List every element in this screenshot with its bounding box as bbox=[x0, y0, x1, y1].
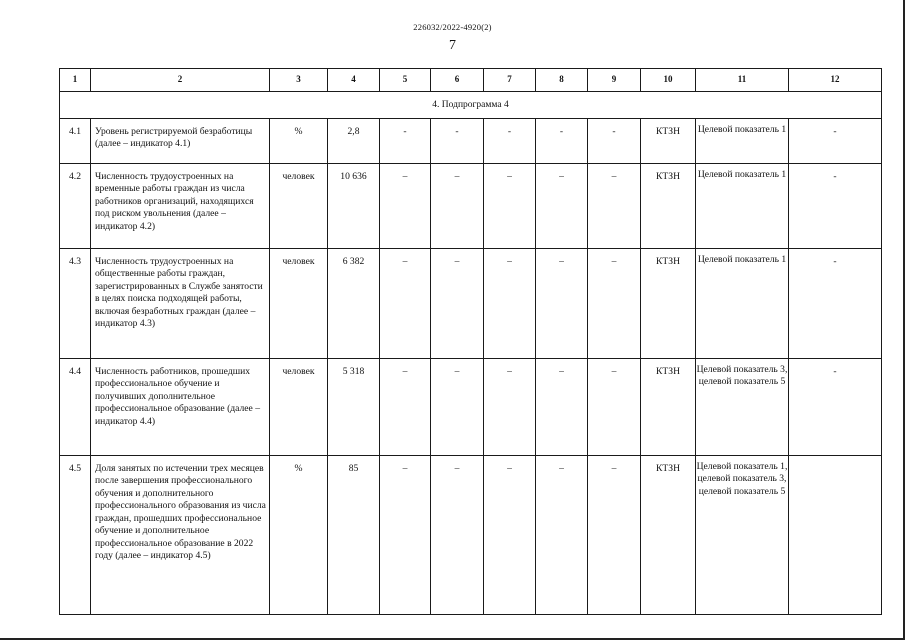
cell: - bbox=[789, 249, 882, 359]
executor-cell: КТЗН bbox=[641, 119, 696, 164]
indicator-name: Численность трудоустроенных на общественные работы граждан, зарегистрированных в Службе занятости в целях поиска подходящей работы, включая безработных граждан (далее – индикатор 4.3) bbox=[91, 249, 270, 359]
row-number: 4.2 bbox=[60, 164, 91, 249]
section-row bbox=[60, 92, 882, 119]
column-header: 1 bbox=[60, 69, 91, 92]
column-header: 3 bbox=[270, 69, 328, 92]
section-title: 4. Подпрограмма 4 bbox=[60, 92, 882, 119]
cell: - bbox=[789, 119, 882, 164]
unit-cell: человек bbox=[270, 249, 328, 359]
column-header: 2 bbox=[91, 69, 270, 92]
cell: - bbox=[789, 359, 882, 456]
table-row bbox=[60, 359, 882, 456]
cell: – bbox=[431, 456, 484, 615]
column-header: 9 bbox=[588, 69, 641, 92]
value-cell: 5 318 bbox=[328, 359, 380, 456]
cell: - bbox=[588, 119, 641, 164]
cell: – bbox=[431, 359, 484, 456]
cell: – bbox=[431, 164, 484, 249]
value-cell: 85 bbox=[328, 456, 380, 615]
row-number: 4.1 bbox=[60, 119, 91, 164]
column-header: 5 bbox=[380, 69, 431, 92]
column-header: 6 bbox=[431, 69, 484, 92]
unit-cell: человек bbox=[270, 359, 328, 456]
cell: – bbox=[536, 359, 588, 456]
cell: – bbox=[484, 164, 536, 249]
cell: - bbox=[536, 119, 588, 164]
unit-cell: % bbox=[270, 456, 328, 615]
cell: – bbox=[536, 249, 588, 359]
executor-cell: КТЗН bbox=[641, 359, 696, 456]
cell: – bbox=[380, 249, 431, 359]
indicator-name: Доля занятых по истечении трех месяцев после завершения профессионального обучения и дополнительного профессионального образования из числа граждан, прошедших профессиональное обучение и дополнительное профессиональное образование в 2022 году (далее – индикатор 4.5) bbox=[91, 456, 270, 615]
column-header: 8 bbox=[536, 69, 588, 92]
row-number: 4.5 bbox=[60, 456, 91, 615]
table-row bbox=[60, 119, 882, 164]
cell: – bbox=[431, 249, 484, 359]
unit-cell: человек bbox=[270, 164, 328, 249]
cell: – bbox=[536, 456, 588, 615]
target-indicator-cell: Целевой показатель 1, целевой показатель 3, целевой показатель 5 bbox=[696, 456, 789, 615]
cell: – bbox=[588, 164, 641, 249]
target-indicator-cell: Целевой показатель 1 bbox=[696, 249, 789, 359]
cell: – bbox=[484, 359, 536, 456]
cell: – bbox=[588, 456, 641, 615]
table-row bbox=[60, 249, 882, 359]
target-indicator-cell: Целевой показатель 1 bbox=[696, 164, 789, 249]
row-number: 4.3 bbox=[60, 249, 91, 359]
value-cell: 6 382 bbox=[328, 249, 380, 359]
column-header-row bbox=[60, 69, 882, 92]
column-header: 12 bbox=[789, 69, 882, 92]
indicator-table bbox=[59, 68, 882, 615]
cell: – bbox=[380, 164, 431, 249]
row-number: 4.4 bbox=[60, 359, 91, 456]
cell: – bbox=[380, 359, 431, 456]
target-indicator-cell: Целевой показатель 3, целевой показатель 5 bbox=[696, 359, 789, 456]
executor-cell: КТЗН bbox=[641, 249, 696, 359]
cell: – bbox=[588, 359, 641, 456]
column-header: 11 bbox=[696, 69, 789, 92]
cell: - bbox=[431, 119, 484, 164]
table-row bbox=[60, 456, 882, 615]
cell: – bbox=[484, 456, 536, 615]
executor-cell: КТЗН bbox=[641, 164, 696, 249]
cell bbox=[789, 456, 882, 615]
column-header: 10 bbox=[641, 69, 696, 92]
cell: – bbox=[588, 249, 641, 359]
cell: – bbox=[484, 249, 536, 359]
cell: – bbox=[536, 164, 588, 249]
column-header: 4 bbox=[328, 69, 380, 92]
target-indicator-cell: Целевой показатель 1 bbox=[696, 119, 789, 164]
indicator-name: Численность работников, прошедших профессиональное обучение и получивших дополнительное профессиональное образование (далее – индикатор 4.4) bbox=[91, 359, 270, 456]
cell: - bbox=[380, 119, 431, 164]
page-number: 7 bbox=[449, 38, 456, 53]
indicator-name: Численность трудоустроенных на временные работы граждан из числа работников организаций, находящихся под риском увольнения (далее – индикатор 4.2) bbox=[91, 164, 270, 249]
document-id: 226032/2022-4920(2) bbox=[413, 22, 492, 32]
cell: - bbox=[789, 164, 882, 249]
table-row bbox=[60, 164, 882, 249]
value-cell: 2,8 bbox=[328, 119, 380, 164]
cell: – bbox=[380, 456, 431, 615]
indicator-name: Уровень регистрируемой безработицы (далее – индикатор 4.1) bbox=[91, 119, 270, 164]
unit-cell: % bbox=[270, 119, 328, 164]
cell: - bbox=[484, 119, 536, 164]
column-header: 7 bbox=[484, 69, 536, 92]
value-cell: 10 636 bbox=[328, 164, 380, 249]
executor-cell: КТЗН bbox=[641, 456, 696, 615]
